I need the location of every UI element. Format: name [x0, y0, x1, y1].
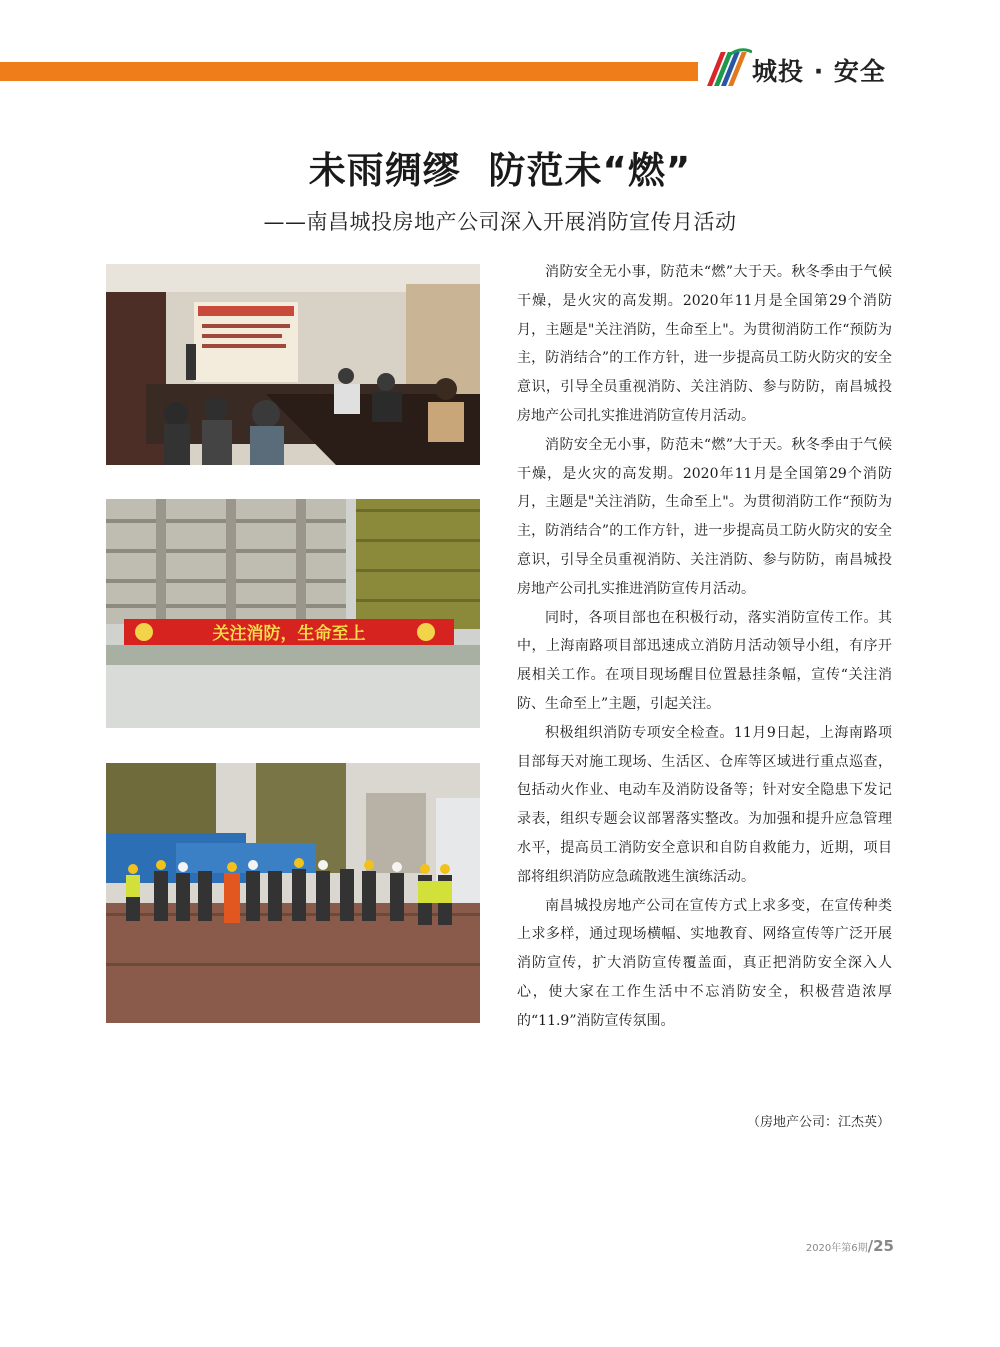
section-label: 城投 · 安全	[752, 57, 886, 86]
footer-slash: /	[867, 1237, 874, 1255]
article-paragraph: 同时，各项目部也在积极行动，落实消防宣传工作。其中，上海南路项目部迅速成立消防月活动领导小组，有序开展相关工作。在项目现场醒目位置悬挂条幅，宣传“关注消防、生命至上”主题，引起关注。	[517, 609, 892, 712]
city-investment-logo-icon	[706, 44, 752, 88]
page-number: 25	[873, 1237, 894, 1255]
article-subtitle: ——南昌城投房地产公司深入开展消防宣传月活动	[263, 210, 737, 234]
article-body	[517, 258, 892, 1036]
article-byline: （房地产公司：江杰英）	[746, 1115, 890, 1130]
article-paragraph: 积极组织消防专项安全检查。11月9日起，上海南路项目部每天对施工现场、生活区、仓库等区域进行重点巡查，包括动火作业、电动车及消防设备等；针对安全隐患下发记录表，组织专题会议部署落实整改。为加强和提升应急管理水平，提高员工消防安全意识和自防自救能力，近期，项目部将组织消防应急疏散逃生演练活动。	[517, 724, 892, 885]
article-paragraph: 消防安全无小事，防范未“燃”大于天。秋冬季由于气候干燥，是火灾的高发期。2020年11月是全国第29个消防月，主题是"关注消防，生命至上"。为贯彻消防工作“预防为主，防消结合”的工作方针，进一步提高员工防火防灾的安全意识，引导全员重视消防、关注消防、参与防防，南昌城投房地产公司扎实推进消防宣传月活动。	[517, 264, 892, 424]
banner-text: 关注消防，生命至上	[212, 624, 366, 644]
article-paragraph: 消防安全无小事，防范未“燃”大于天。秋冬季由于气候干燥，是火灾的高发期。2020年11月是全国第29个消防月，主题是"关注消防，生命至上"。为贯彻消防工作“预防为主，防消结合”的工作方针，进一步提高员工防火防灾的安全意识，引导全员重视消防、关注消防、参与防防，南昌城投房地产公司扎实推进消防宣传月活动。	[517, 436, 892, 597]
header-accent-bar	[0, 62, 698, 81]
workers-group-photo	[106, 763, 480, 1023]
meeting-room-photo	[106, 264, 480, 465]
article-title: 未雨绸缪 防范未“燃”	[308, 149, 692, 192]
page-footer	[806, 1236, 894, 1255]
article-paragraph: 南昌城投房地产公司在宣传方式上求多变，在宣传种类上求多样，通过现场横幅、实地教育、网络宣传等广泛开展消防宣传，扩大消防宣传覆盖面，真正把消防安全深入人心，使大家在工作生活中不忘消防安全，积极营造浓厚的“11.9”消防宣传氛围。	[517, 897, 892, 1029]
issue-label: 2020年第6期	[805, 1243, 868, 1254]
construction-banner-photo	[106, 499, 480, 728]
